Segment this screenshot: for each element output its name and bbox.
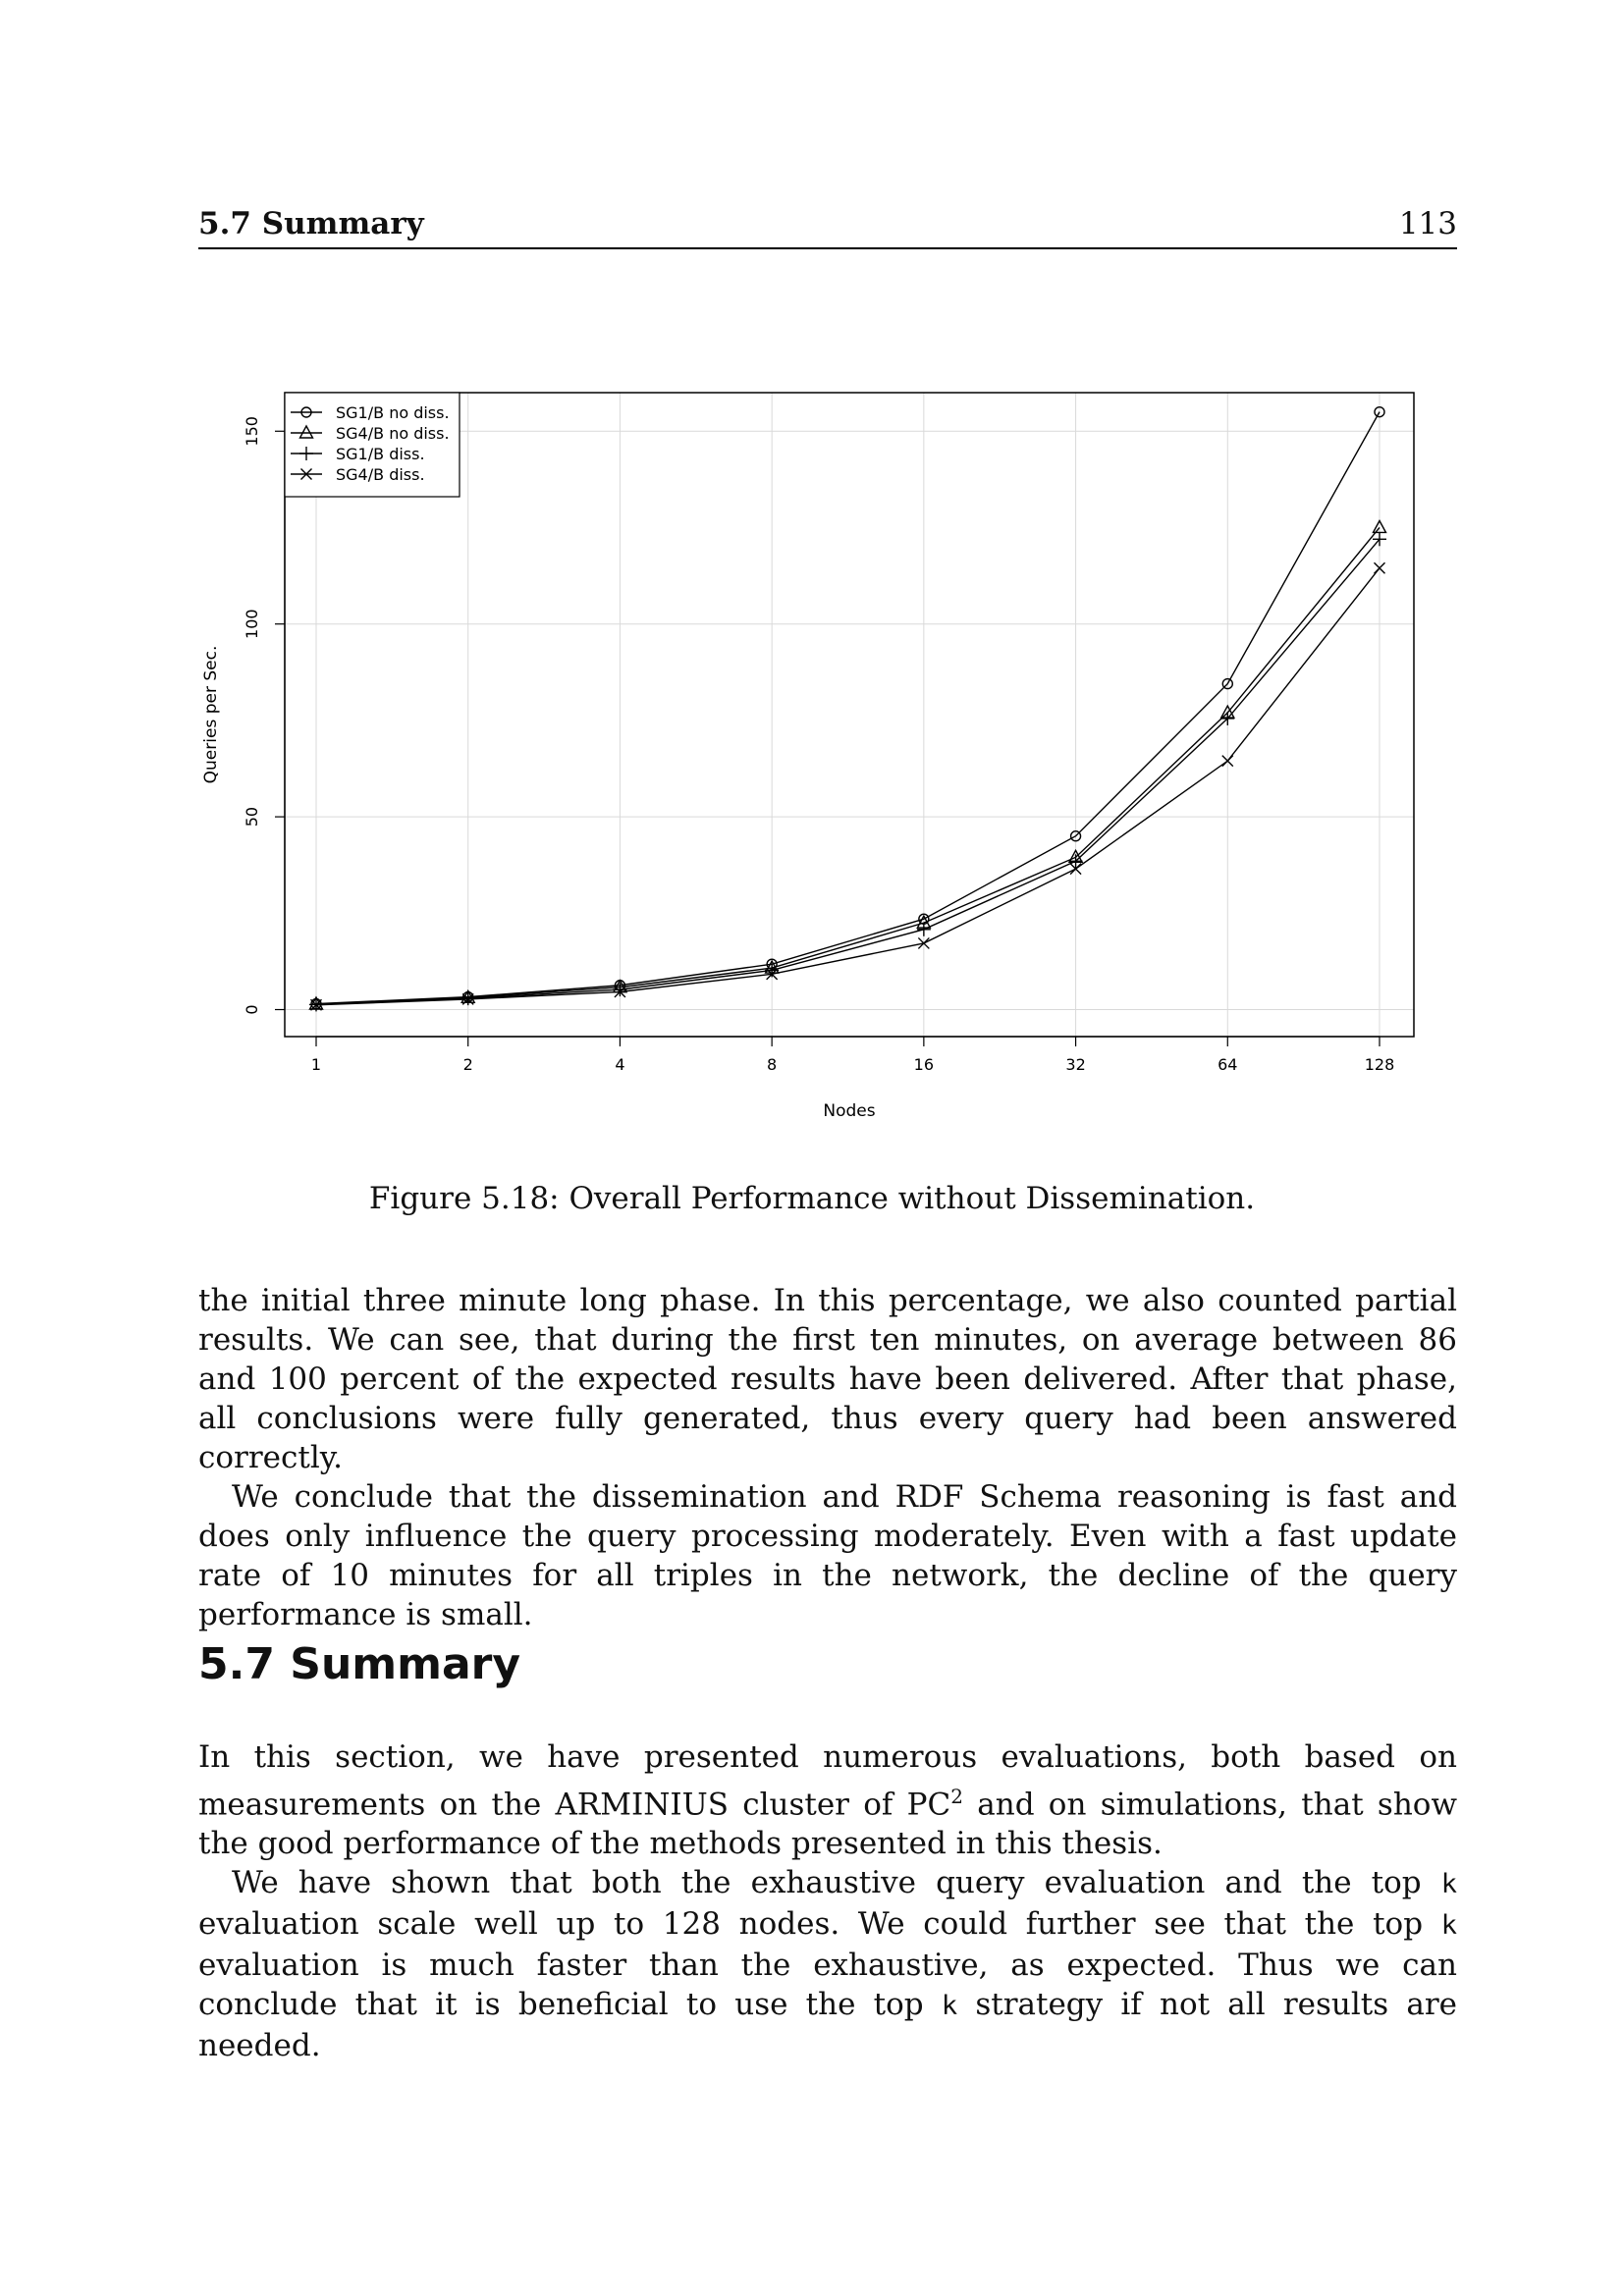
x-tick-label: 2 [462, 1055, 473, 1074]
text-run: and on simulations, that show the good performance of the methods presented in this thesis. [198, 1787, 1457, 1862]
figure-caption: Figure 5.18: Overall Performance without Dissemination. [368, 1181, 1256, 1216]
x-tick-label: 8 [767, 1055, 778, 1074]
series [309, 407, 1386, 1012]
x-tick-label: 64 [1218, 1055, 1238, 1074]
line-chart [187, 383, 1443, 1148]
text-run: In this section, we have presented numerous evaluations, both based on measurements on the ARMINIUS cluster of PC [198, 1739, 1457, 1823]
paragraph: the initial three minute long phase. In this percentage, we also counted partial results. We can see, that during the first ten minutes, on average between 86 and 100 percent of the expected results have been delivered. After that phase, all conclusions were fully generated, thus every query had been answered correctly. [198, 1283, 1457, 1475]
section-heading: 5.7 Summary [198, 1639, 521, 1689]
math-k: k [1440, 1910, 1457, 1942]
y-tick-label: 100 [243, 609, 261, 639]
series-4 [311, 562, 1385, 1010]
paragraph [198, 1863, 1457, 2065]
text-run: evaluation scale well up to 128 nodes. We could further see that the top [198, 1906, 1441, 1943]
legend-label: SG1/B diss. [336, 445, 425, 463]
text-run: evaluation is much faster than the exhaustive, as expected. Thus we can conclude that it is beneficial to use the top [198, 1948, 1457, 2023]
x-tick-label: 128 [1364, 1055, 1395, 1074]
series-line [316, 412, 1380, 1004]
running-header [198, 202, 1457, 249]
x-tick-label: 16 [913, 1055, 935, 1074]
running-header-section: 5.7 Summary [198, 206, 424, 241]
y-tick-label: 0 [243, 1004, 261, 1015]
figure-5-18 [187, 383, 1443, 1148]
legend-label: SG4/B diss. [336, 465, 425, 484]
x-tick-label: 32 [1065, 1055, 1086, 1074]
text-run: We have shown that both the exhaustive query evaluation and the top [232, 1865, 1441, 1901]
y-axis-label: Queries per Sec. [201, 645, 221, 784]
math-k: k [941, 1991, 958, 2022]
paragraph-block-1 [198, 1281, 1457, 1634]
paragraph: We conclude that the dissemination and RDF Schema reasoning is fast and does only influence the query processing moderately. Even with a fast update rate of 10 minutes for all triples in the network, the decline of the query performance is small. [198, 1479, 1457, 1632]
axes [243, 416, 1394, 1074]
paragraph [198, 1737, 1457, 1863]
text-run: strategy if not all results are needed. [198, 1987, 1458, 2064]
page-number: 113 [1398, 206, 1457, 241]
series-1 [311, 407, 1384, 1009]
y-tick-label: 50 [243, 806, 261, 828]
legend-label: SG1/B no diss. [336, 403, 450, 422]
math-k: k [1440, 1869, 1457, 1900]
series-line [316, 568, 1380, 1005]
legend-label: SG4/B no diss. [336, 424, 450, 443]
superscript: 2 [950, 1785, 963, 1808]
x-tick-label: 4 [615, 1055, 625, 1074]
paragraph-block-2 [198, 1737, 1457, 2065]
series-line [316, 539, 1380, 1004]
series-3 [309, 532, 1386, 1011]
y-tick-label: 150 [243, 416, 261, 447]
x-axis-label: Nodes [823, 1101, 876, 1121]
legend [285, 393, 460, 497]
x-tick-label: 1 [310, 1055, 322, 1074]
